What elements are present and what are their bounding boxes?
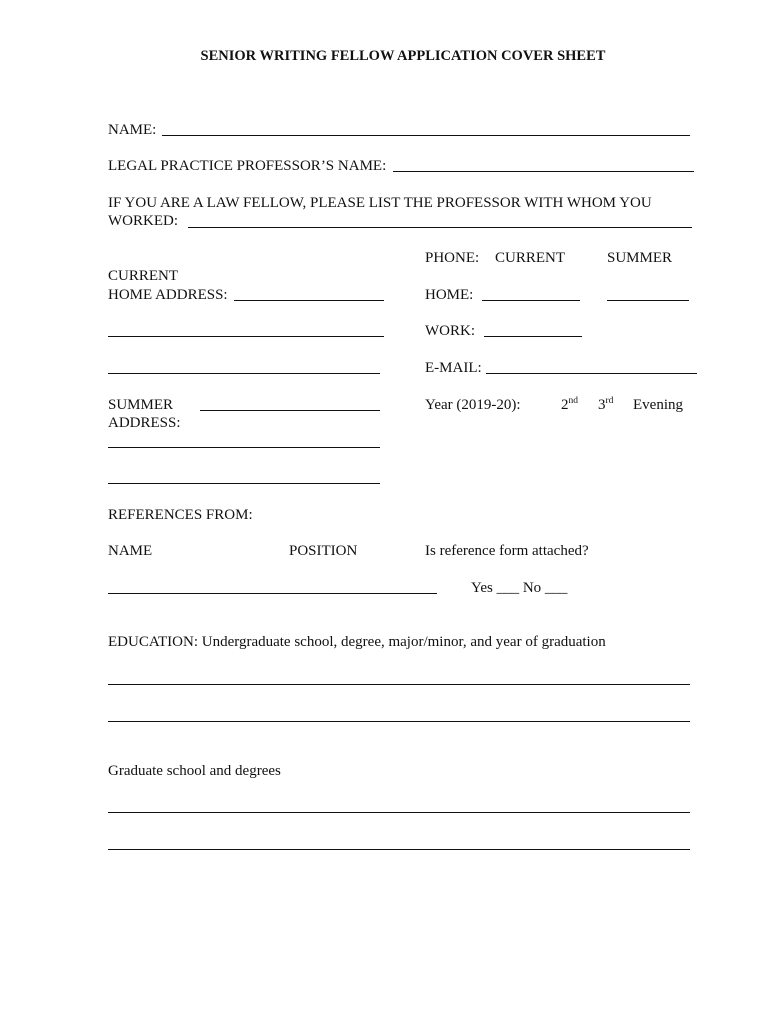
email-field[interactable] <box>486 373 697 374</box>
summer-address-field-3[interactable] <box>108 483 380 484</box>
current-address-label-2: HOME ADDRESS: <box>108 287 228 303</box>
reference-attached-question: Is reference form attached? <box>425 543 589 559</box>
phone-summer-header: SUMMER <box>607 250 673 266</box>
summer-address-label-2: ADDRESS: <box>108 415 181 431</box>
year-option-second[interactable] <box>561 396 578 414</box>
education-undergrad-label: EDUCATION: Undergraduate school, degree, major/minor, and year of graduation <box>108 634 606 650</box>
current-address-field-1[interactable] <box>234 300 384 301</box>
page-title: SENIOR WRITING FELLOW APPLICATION COVER SHEET <box>200 48 606 64</box>
year-third-number: 3 <box>598 397 606 413</box>
current-address-label: CURRENT <box>108 268 179 284</box>
work-phone-field[interactable] <box>484 336 582 337</box>
education-graduate-field-1[interactable] <box>108 812 690 813</box>
law-fellow-label-2: WORKED: <box>108 213 178 229</box>
professor-label: LEGAL PRACTICE PROFESSOR’S NAME: <box>108 158 387 174</box>
education-undergrad-field-1[interactable] <box>108 684 690 685</box>
year-option-third[interactable] <box>598 396 613 414</box>
law-fellow-field[interactable] <box>188 227 692 228</box>
year-second-suffix: nd <box>568 396 578 406</box>
year-option-evening[interactable]: Evening <box>633 397 683 413</box>
home-phone-label: HOME: <box>425 287 474 303</box>
phone-label: PHONE: <box>425 250 480 266</box>
law-fellow-label: IF YOU ARE A LAW FELLOW, PLEASE LIST THE PROFESSOR WITH WHOM YOU <box>108 195 652 211</box>
home-phone-summer-field[interactable] <box>607 300 689 301</box>
summer-address-field-1[interactable] <box>200 410 380 411</box>
email-label: E-MAIL: <box>425 360 482 376</box>
home-phone-current-field[interactable] <box>482 300 580 301</box>
work-phone-label: WORK: <box>425 323 475 339</box>
year-third-suffix: rd <box>605 396 614 406</box>
references-position-column: POSITION <box>289 543 358 559</box>
current-address-field-3[interactable] <box>108 373 380 374</box>
phone-current-header: CURRENT <box>495 250 566 266</box>
reference-field[interactable] <box>108 593 437 594</box>
year-label: Year (2019-20): <box>425 397 521 413</box>
professor-field[interactable] <box>393 171 694 172</box>
education-graduate-field-2[interactable] <box>108 849 690 850</box>
year-second-number: 2 <box>561 397 569 413</box>
summer-address-field-2[interactable] <box>108 447 380 448</box>
reference-yes-no[interactable]: Yes ___ No ___ <box>471 580 568 596</box>
education-graduate-label: Graduate school and degrees <box>108 763 281 779</box>
references-header: REFERENCES FROM: <box>108 507 253 523</box>
name-field[interactable] <box>162 135 690 136</box>
name-label: NAME: <box>108 122 157 138</box>
current-address-field-2[interactable] <box>108 336 384 337</box>
education-undergrad-field-2[interactable] <box>108 721 690 722</box>
summer-address-label: SUMMER <box>108 397 174 413</box>
references-name-column: NAME <box>108 543 153 559</box>
